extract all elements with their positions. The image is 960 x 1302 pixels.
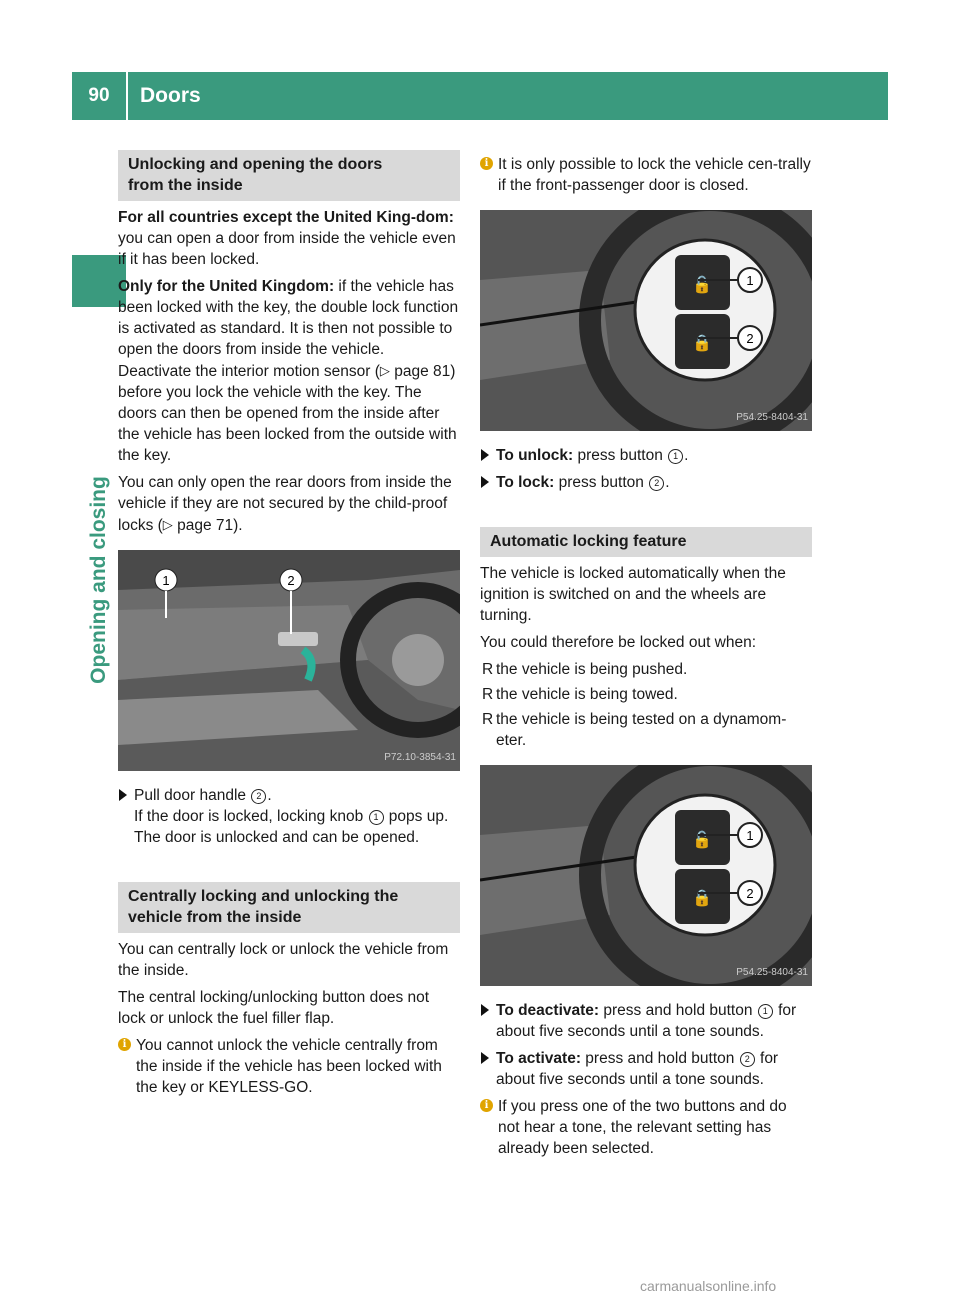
svg-text:🔓: 🔓 <box>692 832 712 849</box>
instruction-step: Pull door handle 2 . If the door is locked, locking knob 1 pops up. The door is unlocked and can be opened. <box>118 785 460 848</box>
lock-buttons-figure-2 <box>480 765 812 986</box>
page-ref-arrow-icon: ▷ <box>379 363 390 378</box>
paragraph: The vehicle is locked automatically when the ignition is switched on and the wheels are turning. <box>480 565 786 624</box>
door-interior-illustration <box>118 550 460 771</box>
info-icon: i <box>118 1038 131 1051</box>
marker-1-icon: 1 <box>758 1004 773 1019</box>
paragraph: You could therefore be locked out when: <box>480 634 757 651</box>
info-note: i You cannot unlock the vehicle centrally from the inside if the vehicle has been locked with the key or KEYLESS-GO. <box>118 1035 460 1098</box>
marker-2-icon: 2 <box>251 789 266 804</box>
svg-text:2: 2 <box>746 886 754 901</box>
svg-text:1: 1 <box>162 573 170 588</box>
step-arrow-icon <box>481 1004 489 1016</box>
page-reference[interactable]: page 71 <box>177 517 234 534</box>
step-arrow-icon <box>119 789 127 801</box>
marker-1-icon: 1 <box>668 449 683 464</box>
door-handle-figure <box>118 550 460 771</box>
paragraph: You can only open the rear doors from inside the vehicle if they are not secured by the child-proof locks (▷ page 71). <box>118 474 452 534</box>
info-icon: i <box>480 157 493 170</box>
paragraph: The central locking/unlocking button does not lock or unlock the fuel filler flap. <box>118 989 430 1027</box>
section-heading-unlocking: Unlocking and opening the doors from the inside <box>118 150 460 201</box>
page-reference[interactable]: page 81 <box>394 363 451 380</box>
svg-text:1: 1 <box>746 828 754 843</box>
step-arrow-icon <box>481 1052 489 1064</box>
marker-2-icon: 2 <box>740 1052 755 1067</box>
svg-text:2: 2 <box>746 331 754 346</box>
step-arrow-icon <box>481 449 489 461</box>
figure-code: P54.25-8404-31 <box>736 967 808 978</box>
instruction-step-deactivate: To deactivate: press and hold button 1 for about five seconds until a tone sounds. <box>480 1000 812 1042</box>
info-icon: i <box>480 1099 493 1112</box>
instruction-step-lock: To lock: press button 2 . <box>480 472 812 493</box>
right-column <box>480 154 812 1165</box>
svg-text:🔒: 🔒 <box>692 335 712 352</box>
watermark: carmanualsonline.info <box>640 1278 777 1294</box>
list-item: R the vehicle is being tested on a dynamom-eter. <box>482 711 787 749</box>
left-column <box>118 150 460 1104</box>
figure-code: P72.10-3854-31 <box>384 752 456 763</box>
chapter-title: Doors <box>128 72 888 120</box>
page-ref-arrow-icon: ▷ <box>162 517 173 532</box>
step-arrow-icon <box>481 476 489 488</box>
svg-text:1: 1 <box>746 273 754 288</box>
svg-text:🔒: 🔒 <box>692 890 712 907</box>
lock-buttons-illustration <box>480 210 812 431</box>
figure-code: P54.25-8404-31 <box>736 412 808 423</box>
list-item: R the vehicle is being pushed. <box>482 661 688 678</box>
paragraph: Only for the United Kingdom: if the vehicle has been locked with the key, the double lock function is activated as standard. It is then not possible to open the doors from inside the vehicle. Deactivate the interior motion sensor (▷ page 81) before you lock the vehicle with the key. The doors can then be opened from the inside after the vehicle has been locked from the outside with the key. <box>118 278 459 464</box>
svg-text:2: 2 <box>287 573 295 588</box>
lock-buttons-figure <box>480 210 812 431</box>
section-heading-automatic-locking: Automatic locking feature <box>480 527 812 557</box>
paragraph: For all countries except the United King-dom: you can open a door from inside the vehicle even if it has been locked. <box>118 209 456 268</box>
marker-1-icon: 1 <box>369 810 384 825</box>
section-label: Opening and closing <box>87 476 110 684</box>
instruction-step-activate: To activate: press and hold button 2 for about five seconds until a tone sounds. <box>480 1048 812 1090</box>
svg-text:🔓: 🔓 <box>692 277 712 294</box>
info-note: i If you press one of the two buttons and do not hear a tone, the relevant setting has already been selected. <box>480 1096 812 1159</box>
section-heading-central-locking: Centrally locking and unlocking the vehicle from the inside <box>118 882 460 933</box>
instruction-step-unlock: To unlock: press button 1 . <box>480 445 812 466</box>
info-note: i It is only possible to lock the vehicle cen-trally if the front-passenger door is closed. <box>480 154 812 196</box>
lock-buttons-illustration <box>480 765 812 986</box>
paragraph: You can centrally lock or unlock the vehicle from the inside. <box>118 941 449 979</box>
marker-2-icon: 2 <box>649 476 664 491</box>
page-number: 90 <box>72 72 126 120</box>
list-item: R the vehicle is being towed. <box>482 686 678 703</box>
